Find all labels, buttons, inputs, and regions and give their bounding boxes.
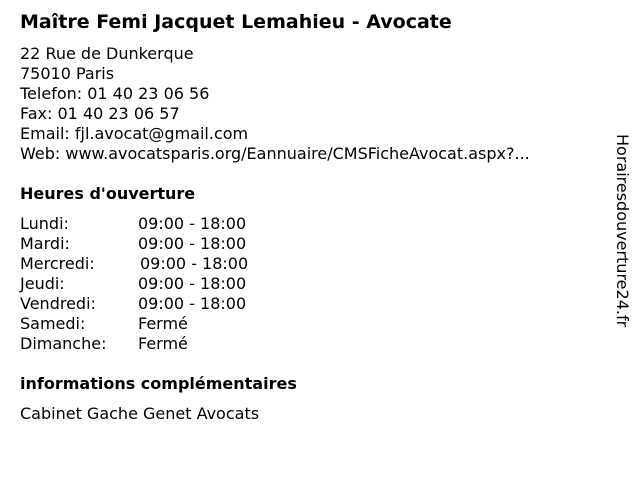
- hours-value: Fermé: [138, 334, 188, 353]
- fax-text: Fax: 01 40 23 06 57: [20, 104, 180, 123]
- hours-value: 09:00 - 18:00: [138, 214, 247, 233]
- hours-row-sunday: [20, 334, 340, 354]
- web-text: Web: www.avocatsparis.org/Eannuaire/CMSFicheAvocat.aspx?...: [20, 144, 530, 163]
- hours-value: 09:00 - 18:00: [138, 294, 247, 313]
- address-line-city: 75010 Paris: [20, 64, 115, 83]
- phone-text: Telefon: 01 40 23 06 56: [20, 84, 210, 103]
- hours-row-wednesday: [20, 254, 340, 274]
- site-watermark: Horairesdouverture24.fr: [613, 134, 632, 328]
- hours-value: Fermé: [138, 314, 188, 333]
- day-label: Samedi:: [20, 314, 86, 333]
- contact-block: [20, 44, 530, 164]
- address-line-street: 22 Rue de Dunkerque: [20, 44, 194, 63]
- hours-value: 09:00 - 18:00: [138, 274, 247, 293]
- hours-row-friday: [20, 294, 340, 314]
- day-label: Lundi:: [20, 214, 69, 233]
- email-text: Email: fjl.avocat@gmail.com: [20, 124, 249, 143]
- hours-row-tuesday: [20, 234, 340, 254]
- day-label: Mercredi:: [20, 254, 95, 273]
- day-label: Dimanche:: [20, 334, 107, 353]
- day-label: Mardi:: [20, 234, 70, 253]
- page-title: Maître Femi Jacquet Lemahieu - Avocate: [20, 11, 452, 33]
- day-label: Vendredi:: [20, 294, 96, 313]
- hours-row-thursday: [20, 274, 340, 294]
- hours-value: 09:00 - 18:00: [140, 254, 249, 273]
- hours-value: 09:00 - 18:00: [138, 234, 247, 253]
- opening-hours-heading: Heures d'ouverture: [20, 184, 196, 203]
- additional-info-text: Cabinet Gache Genet Avocats: [20, 404, 260, 423]
- day-label: Jeudi:: [20, 274, 65, 293]
- hours-row-monday: [20, 214, 340, 234]
- hours-row-saturday: [20, 314, 340, 334]
- additional-info-heading: informations complémentaires: [20, 374, 297, 393]
- opening-hours-table: [20, 214, 340, 354]
